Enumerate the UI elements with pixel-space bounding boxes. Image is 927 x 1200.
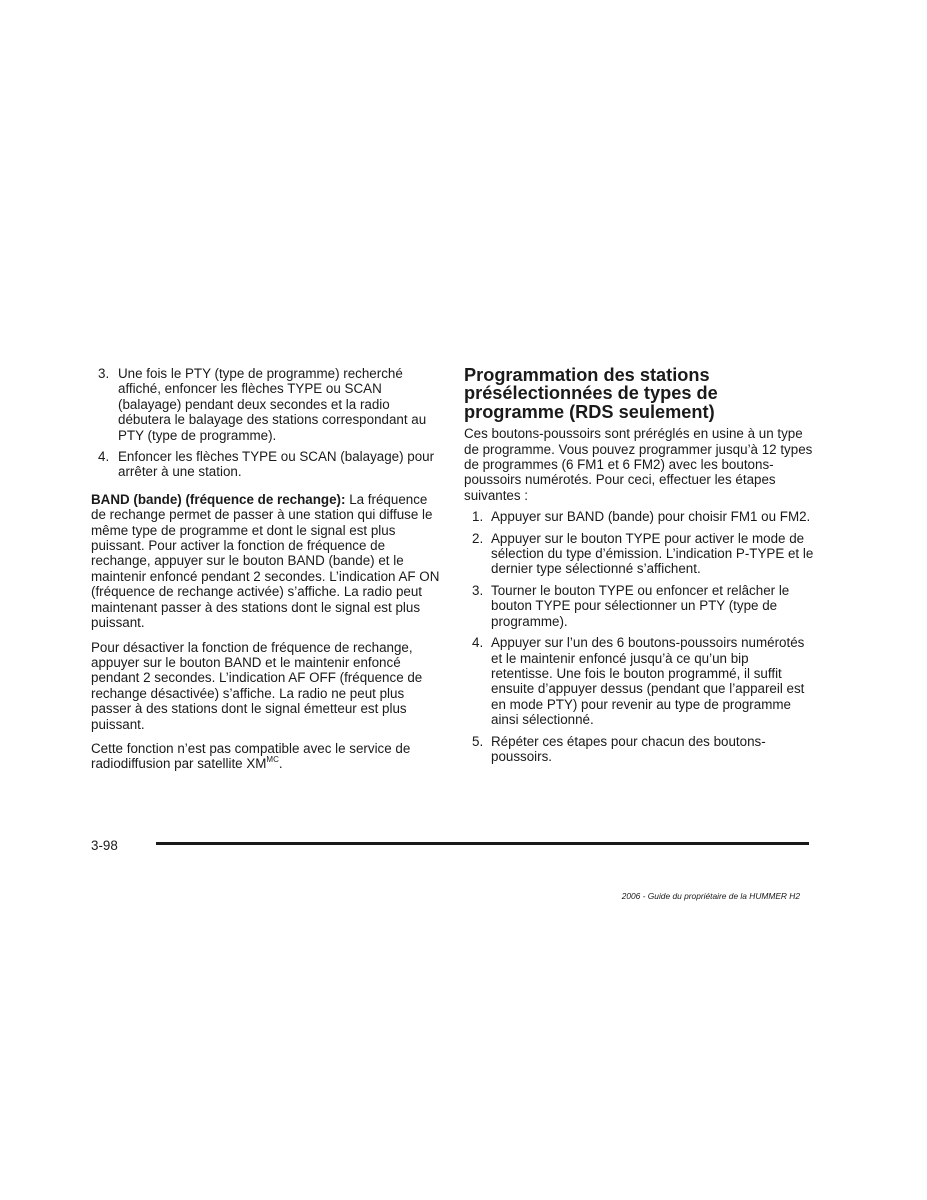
list-item — [464, 734, 814, 765]
right-steps-list — [464, 509, 814, 764]
footer-rule — [156, 842, 809, 845]
step-text: Répéter ces étapes pour chacun des boutons-poussoirs. — [491, 733, 766, 764]
step-text: Appuyer sur BAND (bande) pour choisir FM1 ou FM2. — [491, 509, 811, 525]
xm-text: Cette fonction n’est pas compatible avec le service de radiodiffusion par satellite XM — [91, 740, 411, 772]
list-item — [91, 366, 443, 443]
step-number: 2. — [472, 530, 484, 546]
intro-paragraph: Ces boutons-poussoirs sont préréglés en usine à un type de programme. Vous pouvez programmer jusqu’à 12 types de programmes (6 FM1 et 6 FM2) avec les boutons-poussoirs numérotés. Pour ceci, effectuer les étapes suivantes : — [464, 426, 813, 503]
band-title: BAND (bande) (fréquence de rechange): — [91, 491, 346, 507]
step-text: Tourner le bouton TYPE ou enfoncer et relâcher le bouton TYPE pour sélectionner un PTY (type de programme). — [491, 582, 790, 629]
band-text: La fréquence de rechange permet de passer à une station qui diffuse le même type de programme et dont le signal est plus puissant. Pour activer la fonction de fréquence de rechange, appuyer sur le bouton BAND (bande) et le maintenir enfoncé pendant 2 secondes. L’indication AF ON (fréquence de rechange activée) s’affiche. La radio peut maintenant passer à des stations dont le signal est plus puissant. — [91, 491, 440, 631]
step-number: 1. — [472, 509, 484, 525]
xm-end: . — [278, 756, 283, 772]
xm-superscript: MC — [266, 755, 279, 765]
step-number: 3. — [472, 582, 484, 598]
step-number: 3. — [98, 366, 110, 381]
step-number: 4. — [472, 635, 484, 651]
right-column — [464, 366, 814, 770]
list-item — [464, 509, 814, 524]
deactivate-paragraph: Pour désactiver la fonction de fréquence de rechange, appuyer sur le bouton BAND et le maintenir enfoncé pendant 2 secondes. L’indication AF OFF (fréquence de rechange désactivée) s’affiche. La radio ne peut plus passer à des stations dont le signal émetteur est plus puissant. — [91, 639, 423, 732]
step-text: Appuyer sur le bouton TYPE pour activer le mode de sélection du type d’émission. L’indication P-TYPE et le dernier type sélectionné s’affichent. — [491, 530, 814, 577]
step-number: 5. — [472, 733, 484, 749]
step-text: Une fois le PTY (type de programme) recherché affiché, enfoncer les flèches TYPE ou SCAN (balayage) pendant deux secondes et la radio débutera le balayage des stations correspondant au PTY (type de programme). — [118, 366, 427, 443]
band-paragraph — [91, 492, 443, 631]
list-item — [464, 583, 814, 629]
section-heading: Programmation des stations présélectionnées de types de programme (RDS seulement) — [464, 365, 718, 422]
step-text: Appuyer sur l’un des 6 boutons-poussoirs numérotés et le maintenir enfoncé jusqu’à ce qu’un bip retentisse. Une fois le bouton programmé, il suffit ensuite d’appuyer dessus (pendant que l’appareil est en mode PTY) pour revenir au type de programme ainsi sélectionné. — [491, 635, 805, 728]
step-number: 4. — [98, 449, 110, 465]
xm-paragraph — [91, 741, 443, 772]
list-item — [91, 449, 443, 480]
list-item — [464, 531, 814, 577]
footer-caption: 2006 - Guide du propriétaire de la HUMMER H2 — [621, 891, 800, 901]
list-item — [464, 635, 814, 727]
page-number: 3-98 — [91, 838, 118, 853]
left-steps-list — [91, 366, 443, 480]
step-text: Enfoncer les flèches TYPE ou SCAN (balayage) pour arrêter à une station. — [118, 449, 435, 480]
left-column — [91, 366, 443, 781]
